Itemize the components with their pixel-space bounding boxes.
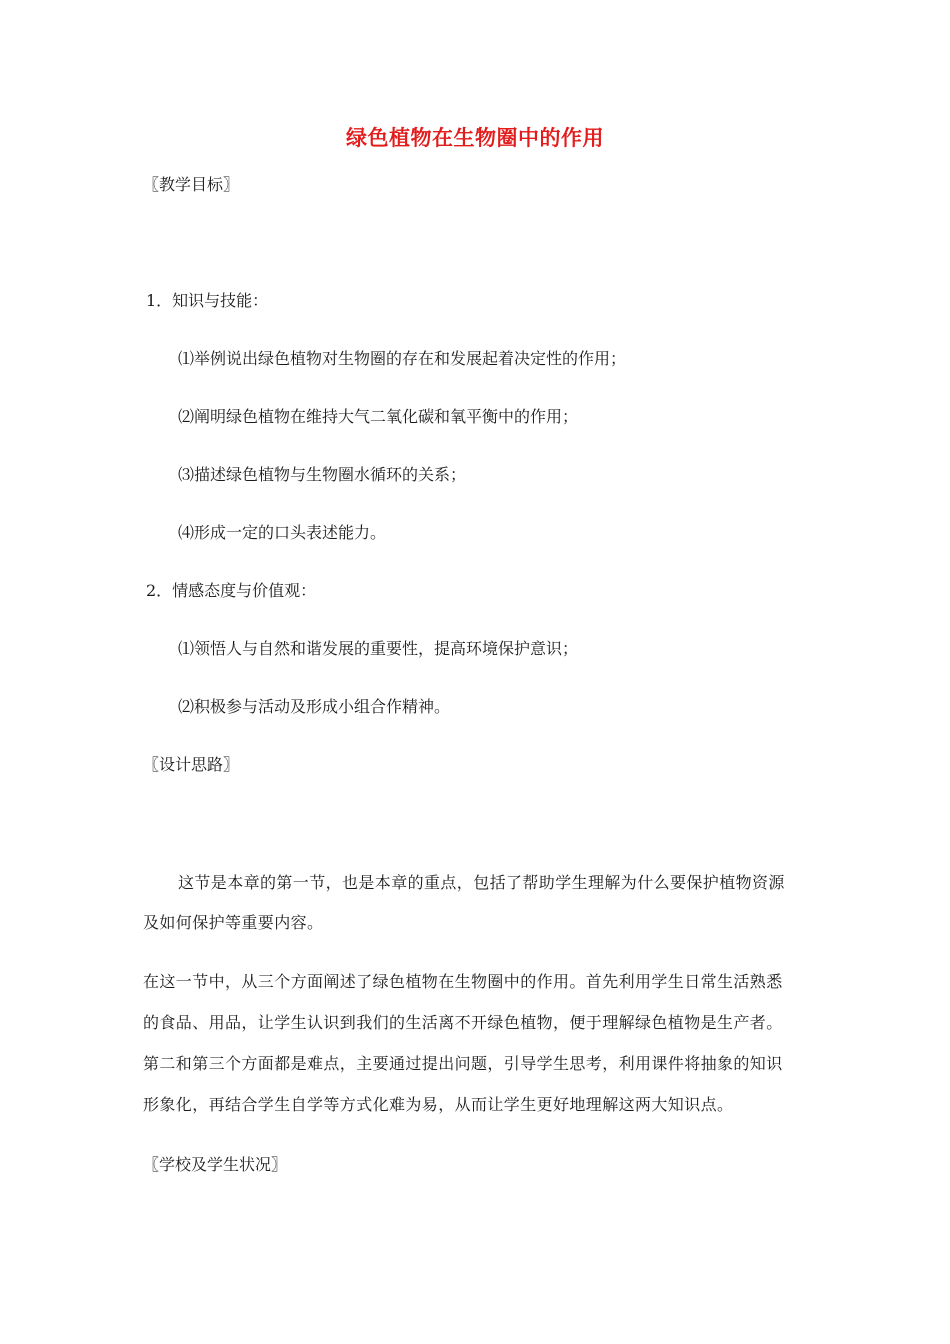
paragraph-line: 形象化，再结合学生自学等方式化难为易，从而让学生更好地理解这两大知识点。 — [143, 1095, 734, 1114]
paragraph-line: 的食品、用品，让学生认识到我们的生活离不开绿色植物，便于理解绿色植物是生产者。 — [143, 1013, 783, 1032]
school-heading: 〖学校及学生状况〗 — [143, 1155, 288, 1174]
knowledge-item: ⑷形成一定的口头表述能力。 — [178, 523, 387, 542]
attitude-heading: 2．情感态度与价值观： — [146, 581, 317, 600]
knowledge-item: ⑵阐明绿色植物在维持大气二氧化碳和氧平衡中的作用； — [178, 407, 579, 426]
paragraph-line: 第二和第三个方面都是难点，主要通过提出问题，引导学生思考，利用课件将抽象的知识 — [143, 1054, 783, 1073]
design-heading: 〖设计思路〗 — [143, 755, 240, 774]
objectives-heading: 〖教学目标〗 — [143, 175, 240, 194]
knowledge-item: ⑴举例说出绿色植物对生物圈的存在和发展起着决定性的作用； — [178, 349, 627, 368]
attitude-item: ⑵积极参与活动及形成小组合作精神。 — [178, 697, 451, 716]
paragraph-line: 在这一节中，从三个方面阐述了绿色植物在生物圈中的作用。首先利用学生日常生活熟悉 — [143, 972, 783, 991]
document-title: 绿色植物在生物圈中的作用 — [346, 126, 604, 150]
paragraph-line: 及如何保护等重要内容。 — [143, 913, 324, 932]
knowledge-heading: 1．知识与技能： — [146, 291, 269, 310]
attitude-item: ⑴领悟人与自然和谐发展的重要性，提高环境保护意识； — [178, 639, 579, 658]
paragraph-line: 这节是本章的第一节，也是本章的重点，包括了帮助学生理解为什么要保护植物资源 — [178, 873, 785, 892]
knowledge-item: ⑶描述绿色植物与生物圈水循环的关系； — [178, 465, 467, 484]
